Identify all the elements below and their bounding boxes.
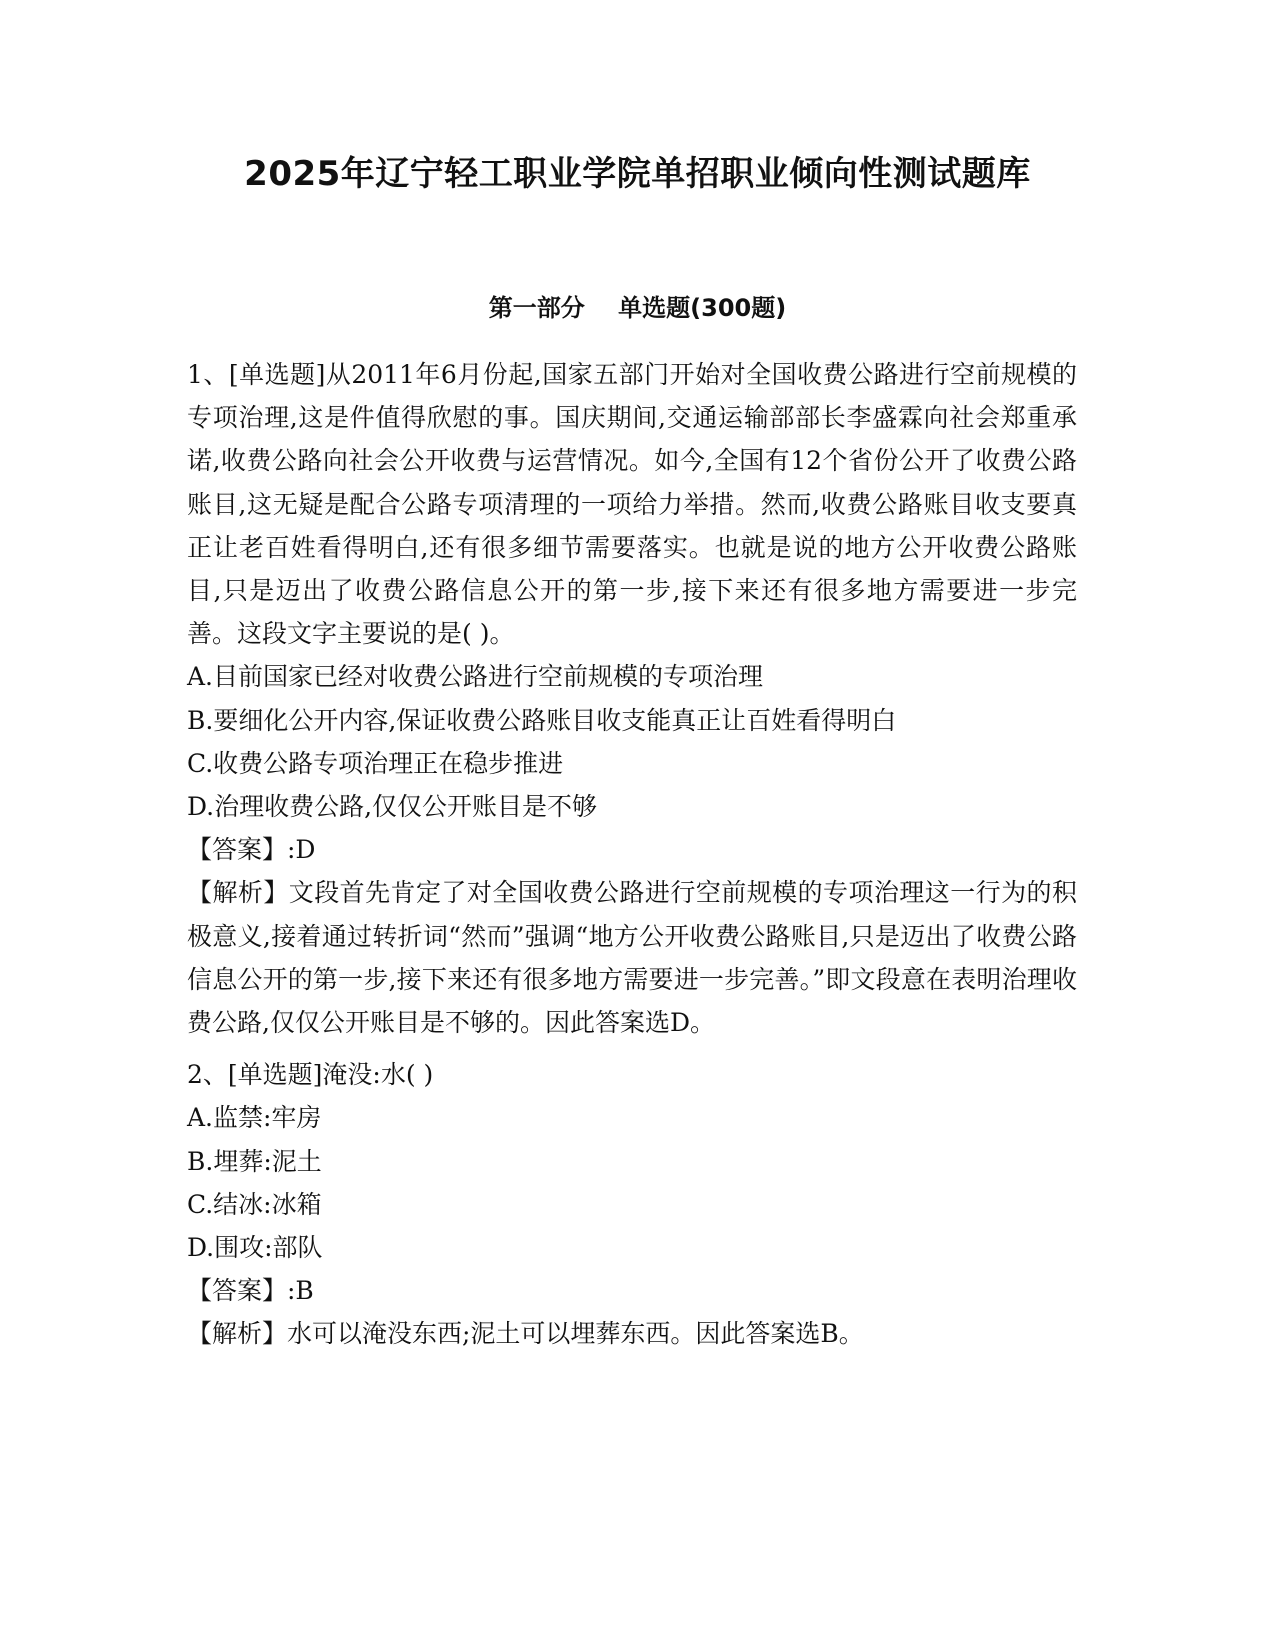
option-a: A.监禁:牢房	[187, 1103, 322, 1133]
question-1	[187, 353, 1077, 1044]
option-a: A.目前国家已经对收费公路进行空前规模的专项治理	[187, 662, 764, 692]
question-stem: 2、[单选题]淹没:水( )	[187, 1060, 434, 1090]
question-stem: 1、[单选题]从2011年6月份起,国家五部门开始对全国收费公路进行空前规模的专项治理,这是件值得欣慰的事。国庆期间,交通运输部部长李盛霖向社会郑重承诺,收费公路向社会公开收费与运营情况。如今,全国有12个省份公开了收费公路账目,这无疑是配合公路专项清理的一项给力举措。然而,收费公路账目收支要真正让老百姓看得明白,还有很多细节需要落实。也就是说的地方公开收费公路账目,只是迈出了收费公路信息公开的第一步,接下来还有很多地方需要进一步完善。这段文字主要说的是( )。	[187, 360, 1077, 649]
question-list	[187, 353, 1077, 1365]
option-d: D.围攻:部队	[187, 1233, 323, 1263]
document-title: 2025年辽宁轻工职业学院单招职业倾向性测试题库	[244, 154, 1031, 194]
answer-line: 【答案】:B	[187, 1276, 314, 1306]
option-c: C.收费公路专项治理正在稳步推进	[187, 748, 564, 778]
analysis-text: 【解析】水可以淹没东西;泥土可以埋葬东西。因此答案选B。	[187, 1319, 864, 1349]
option-b: B.要细化公开内容,保证收费公路账目收支能真正让百姓看得明白	[187, 705, 897, 735]
section-title: 第一部分 单选题(300题)	[488, 294, 787, 322]
option-d: D.治理收费公路,仅仅公开账目是不够	[187, 792, 598, 822]
option-b: B.埋葬:泥土	[187, 1146, 322, 1176]
analysis-text: 【解析】文段首先肯定了对全国收费公路进行空前规模的专项治理这一行为的积极意义,接着通过转折词“然而”强调“地方公开收费公路账目,只是迈出了收费公路信息公开的第一步,接下来还有很多地方需要进一步完善。”即文段意在表明治理收费公路,仅仅公开账目是不够的。因此答案选D。	[187, 878, 1077, 1038]
answer-line: 【答案】:D	[187, 835, 316, 865]
question-2	[187, 1053, 1077, 1355]
option-c: C.结冰:冰箱	[187, 1189, 322, 1219]
